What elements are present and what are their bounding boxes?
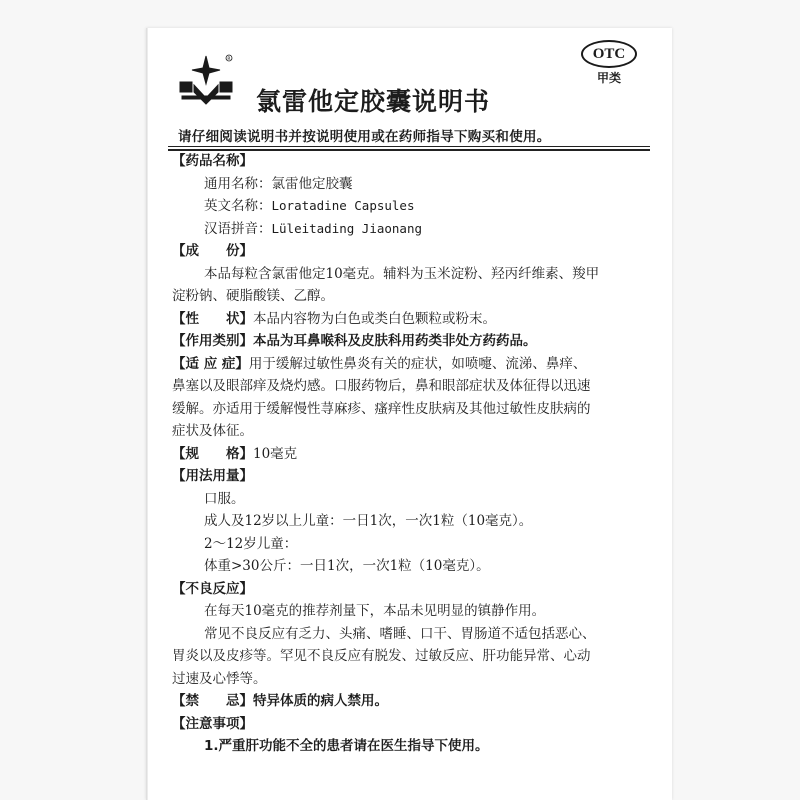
company-logo-icon [176, 52, 238, 108]
dosage-route: 口服。 [204, 490, 245, 507]
section-heading-precautions: 【注意事项】 [172, 715, 253, 732]
otc-badge [581, 40, 637, 86]
indications-line: 鼻塞以及眼部痒及烧灼感。口服药物后，鼻和眼部症状及体征得以迅速 [172, 378, 591, 394]
category-text: 本品为耳鼻喉科及皮肤科用药类非处方药药品。 [253, 333, 537, 349]
appearance-text: 本品内容物为白色或类白色颗粒或粉末。 [253, 310, 496, 327]
composition-line: 本品每粒含氯雷他定10毫克。辅料为玉米淀粉、羟丙纤维素、羧甲 [204, 265, 600, 282]
composition-line: 淀粉钠、硬脂酸镁、乙醇。 [172, 288, 334, 304]
page-title: 氯雷他定胶囊说明书 [256, 87, 491, 116]
adverse-line: 胃炎以及皮疹等。罕见不良反应有脱发、过敏反应、肝功能异常、心动 [172, 648, 591, 664]
section-heading-composition: 【成 份】 [172, 243, 253, 259]
section-heading-dosage: 【用法用量】 [172, 468, 253, 484]
adverse-line: 过速及心悸等。 [172, 670, 267, 687]
svg-text:R: R [227, 57, 231, 62]
section-heading-specification: 【规 格】 [172, 445, 253, 462]
section-heading-appearance: 【性 状】 [172, 310, 253, 327]
indications-line: 症状及体征。 [172, 423, 253, 439]
pinyin-row [172, 218, 642, 241]
indications-row [172, 353, 642, 376]
english-name-row [172, 195, 642, 218]
leaflet-body [172, 150, 642, 758]
category-row [172, 330, 642, 353]
indications-line: 用于缓解过敏性鼻炎有关的症状，如喷嚏、流涕、鼻痒、 [248, 355, 587, 372]
specification-text: 10毫克 [253, 445, 298, 462]
english-name-label: 英文名称： [204, 198, 272, 214]
generic-name: 通用名称：氯雷他定胶囊 [204, 175, 353, 192]
dosage-children-label: 2～12岁儿童： [204, 535, 298, 552]
adverse-line: 在每天10毫克的推荐剂量下，本品未见明显的镇静作用。 [204, 603, 546, 619]
specification-row [172, 443, 642, 466]
section-heading-indications: 【适 应 症】 [172, 355, 249, 372]
section-heading-adverse: 【不良反应】 [172, 580, 253, 597]
english-name: Loratadine Capsules [271, 198, 415, 213]
dosage-children-over30: 体重>30公斤：一日1次，一次1粒（10毫克）。 [204, 558, 490, 574]
pinyin-label: 汉语拼音： [204, 220, 272, 237]
otc-class-label: 甲类 [596, 71, 621, 85]
dosage-adults: 成人及12岁以上儿童：一日1次，一次1粒（10毫克）。 [204, 513, 533, 529]
usage-warning: 请仔细阅读说明书并按说明使用或在药师指导下购买和使用。 [178, 129, 551, 145]
pinyin-name: Lüleitading Jiaonang [271, 220, 423, 236]
section-heading-category: 【作用类别】 [172, 333, 253, 349]
appearance-row [172, 308, 642, 331]
contraindications-text: 特异体质的病人禁用。 [253, 693, 388, 709]
indications-line: 缓解。亦适用于缓解慢性荨麻疹、瘙痒性皮肤病及其他过敏性皮肤病的 [172, 400, 591, 417]
section-heading-drug-name: 【药品名称】 [172, 153, 253, 169]
header-divider-thin [168, 146, 650, 147]
otc-badge-icon: OTC [581, 40, 637, 68]
adverse-line: 常见不良反应有乏力、头痛、嗜睡、口干、胃肠道不适包括恶心、 [204, 625, 596, 642]
contraindications-row [172, 690, 642, 713]
paper-fold-shadow [146, 28, 148, 800]
section-heading-contraindications: 【禁 忌】 [172, 693, 253, 709]
precaution-item: 1.严重肝功能不全的患者请在医生指导下使用。 [204, 738, 489, 754]
